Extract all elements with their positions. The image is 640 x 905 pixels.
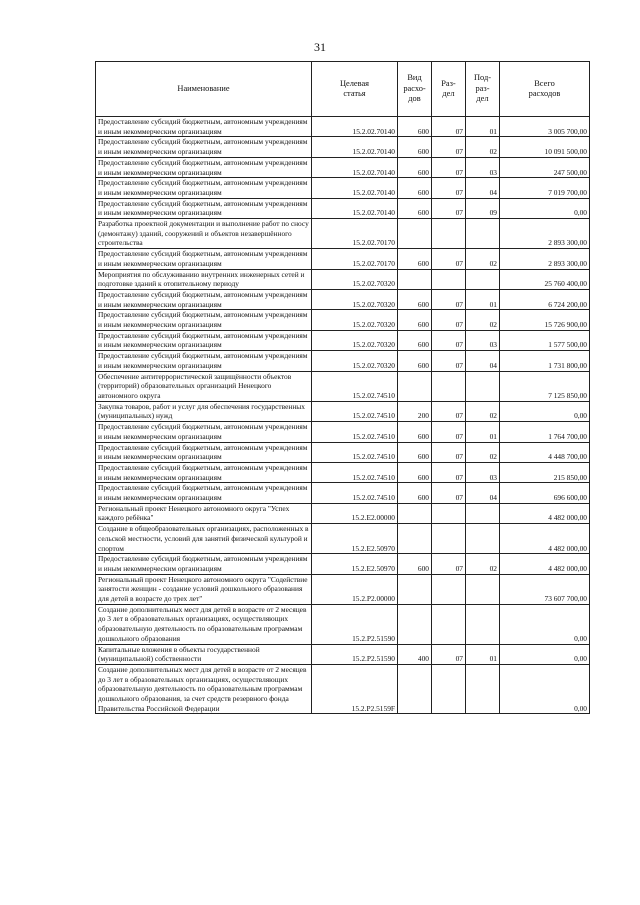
row-section: 07 — [432, 422, 466, 442]
row-total: 4 482 000,00 — [500, 554, 590, 574]
row-name: Предоставление субсидий бюджетным, автономным учреждениям и иным некоммерческим организациям — [96, 117, 312, 137]
row-name: Мероприятия по обслуживанию внутренних инженерных сетей и подготовке зданий к отопительному периоду — [96, 269, 312, 289]
table-row — [96, 462, 590, 482]
row-expense-type: 600 — [398, 198, 432, 218]
row-section: 07 — [432, 462, 466, 482]
row-section: 07 — [432, 289, 466, 309]
row-expense-type — [398, 269, 432, 289]
table-row — [96, 219, 590, 249]
row-expense-type — [398, 503, 432, 523]
row-target-article: 15.2.02.70140 — [312, 137, 398, 157]
row-target-article: 15.2.02.70140 — [312, 198, 398, 218]
row-total: 4 482 000,00 — [500, 524, 590, 554]
table-row — [96, 269, 590, 289]
row-name: Предоставление субсидий бюджетным, автономным учреждениям и иным некоммерческим организациям — [96, 422, 312, 442]
row-subsection: 02 — [466, 401, 500, 421]
table-row — [96, 503, 590, 523]
row-target-article: 15.2.P2.5159F — [312, 664, 398, 714]
row-expense-type: 600 — [398, 462, 432, 482]
row-target-article: 15.2.02.70320 — [312, 289, 398, 309]
table-row — [96, 554, 590, 574]
row-name: Предоставление субсидий бюджетным, автономным учреждениям и иным некоммерческим организациям — [96, 178, 312, 198]
row-target-article: 15.2.E2.50970 — [312, 554, 398, 574]
row-total: 15 726 900,00 — [500, 310, 590, 330]
row-target-article: 15.2.02.70140 — [312, 178, 398, 198]
row-expense-type: 600 — [398, 422, 432, 442]
row-expense-type: 600 — [398, 310, 432, 330]
row-name: Предоставление субсидий бюджетным, автономным учреждениям и иным некоммерческим организациям — [96, 483, 312, 503]
row-total: 2 893 300,00 — [500, 249, 590, 269]
row-expense-type: 600 — [398, 351, 432, 371]
row-target-article: 15.2.02.74510 — [312, 483, 398, 503]
row-subsection: 02 — [466, 310, 500, 330]
row-target-article: 15.2.02.70320 — [312, 351, 398, 371]
row-target-article: 15.2.02.74510 — [312, 442, 398, 462]
row-section — [432, 503, 466, 523]
row-section: 07 — [432, 310, 466, 330]
row-expense-type: 400 — [398, 644, 432, 664]
row-name: Региональный проект Ненецкого автономного округа "Успех каждого ребёнка" — [96, 503, 312, 523]
row-name: Разработка проектной документации и выполнение работ по сносу (демонтажу) зданий, сооружений и объектов незавершённого строительства — [96, 219, 312, 249]
row-subsection: 04 — [466, 351, 500, 371]
row-total: 0,00 — [500, 664, 590, 714]
row-section — [432, 574, 466, 604]
row-expense-type — [398, 371, 432, 401]
row-subsection: 01 — [466, 644, 500, 664]
row-target-article: 15.2.02.70170 — [312, 219, 398, 249]
row-total: 7 125 850,00 — [500, 371, 590, 401]
row-target-article: 15.2.02.70320 — [312, 330, 398, 350]
row-subsection — [466, 371, 500, 401]
header-name: Наименование — [96, 62, 312, 117]
row-subsection — [466, 503, 500, 523]
row-total: 1 577 500,00 — [500, 330, 590, 350]
row-name: Предоставление субсидий бюджетным, автономным учреждениям и иным некоммерческим организациям — [96, 198, 312, 218]
row-section: 07 — [432, 157, 466, 177]
row-subsection: 02 — [466, 554, 500, 574]
row-total: 2 893 300,00 — [500, 219, 590, 249]
row-subsection: 02 — [466, 137, 500, 157]
row-target-article: 15.2.02.70140 — [312, 117, 398, 137]
table-row — [96, 483, 590, 503]
table-row — [96, 289, 590, 309]
row-expense-type: 600 — [398, 137, 432, 157]
row-name: Предоставление субсидий бюджетным, автономным учреждениям и иным некоммерческим организациям — [96, 554, 312, 574]
row-total: 10 091 500,00 — [500, 137, 590, 157]
header-subsection: Под- раз- дел — [466, 62, 500, 117]
row-total: 25 760 400,00 — [500, 269, 590, 289]
row-target-article: 15.2.02.74510 — [312, 462, 398, 482]
header-target-article: Целевая статья — [312, 62, 398, 117]
table-row — [96, 524, 590, 554]
row-target-article: 15.2.P2.00000 — [312, 574, 398, 604]
row-total: 1 764 700,00 — [500, 422, 590, 442]
row-subsection — [466, 269, 500, 289]
table-row — [96, 198, 590, 218]
row-name: Региональный проект Ненецкого автономного округа "Содействие занятости женщин - создание условий дошкольного образования для детей в возрасте до трех лет" — [96, 574, 312, 604]
row-subsection — [466, 524, 500, 554]
row-section — [432, 664, 466, 714]
row-name: Предоставление субсидий бюджетным, автономным учреждениям и иным некоммерческим организациям — [96, 289, 312, 309]
row-name: Предоставление субсидий бюджетным, автономным учреждениям и иным некоммерческим организациям — [96, 462, 312, 482]
row-total: 0,00 — [500, 401, 590, 421]
table-row — [96, 371, 590, 401]
table-row — [96, 422, 590, 442]
row-section: 07 — [432, 178, 466, 198]
table-row — [96, 137, 590, 157]
table-row — [96, 249, 590, 269]
row-total: 0,00 — [500, 604, 590, 644]
row-section: 07 — [432, 401, 466, 421]
row-expense-type — [398, 219, 432, 249]
page-number: 31 — [314, 40, 326, 54]
row-section: 07 — [432, 644, 466, 664]
row-total: 73 607 700,00 — [500, 574, 590, 604]
row-subsection: 01 — [466, 422, 500, 442]
row-total: 696 600,00 — [500, 483, 590, 503]
row-section: 07 — [432, 483, 466, 503]
row-name: Создание дополнительных мест для детей в возрасте от 2 месяцев до 3 лет в образовательных организациях, осуществляющих образовательную деятельность по образовательным программам дошкольного образования — [96, 604, 312, 644]
row-expense-type — [398, 524, 432, 554]
row-target-article: 15.2.02.74510 — [312, 401, 398, 421]
row-expense-type: 600 — [398, 330, 432, 350]
row-expense-type: 600 — [398, 178, 432, 198]
row-expense-type — [398, 574, 432, 604]
row-subsection: 02 — [466, 442, 500, 462]
row-name: Предоставление субсидий бюджетным, автономным учреждениям и иным некоммерческим организациям — [96, 137, 312, 157]
row-total: 3 005 700,00 — [500, 117, 590, 137]
table-row — [96, 117, 590, 137]
row-target-article: 15.2.P2.51590 — [312, 644, 398, 664]
row-name: Закупка товаров, работ и услуг для обеспечения государственных (муниципальных) нужд — [96, 401, 312, 421]
row-name: Предоставление субсидий бюджетным, автономным учреждениям и иным некоммерческим организациям — [96, 249, 312, 269]
row-section — [432, 219, 466, 249]
row-subsection: 04 — [466, 483, 500, 503]
row-subsection — [466, 604, 500, 644]
row-expense-type: 600 — [398, 117, 432, 137]
row-name: Капитальные вложения в объекты государственной (муниципальной) собственности — [96, 644, 312, 664]
row-target-article: 15.2.02.70170 — [312, 249, 398, 269]
header-total: Всего расходов — [500, 62, 590, 117]
row-subsection — [466, 219, 500, 249]
table-row — [96, 178, 590, 198]
row-name: Создание дополнительных мест для детей в возрасте от 2 месяцев до 3 лет в образовательных организациях, осуществляющих образовательную деятельность по образовательным программам дошкольного образования, за счет средств резервного фонда Правительства Российской Федерации — [96, 664, 312, 714]
row-subsection: 09 — [466, 198, 500, 218]
row-subsection — [466, 574, 500, 604]
row-subsection: 03 — [466, 330, 500, 350]
table-header-row — [96, 62, 590, 117]
row-expense-type: 600 — [398, 483, 432, 503]
row-total: 215 850,00 — [500, 462, 590, 482]
row-total: 0,00 — [500, 198, 590, 218]
row-section: 07 — [432, 137, 466, 157]
row-subsection: 03 — [466, 157, 500, 177]
header-section: Раз- дел — [432, 62, 466, 117]
row-expense-type: 600 — [398, 157, 432, 177]
row-subsection: 01 — [466, 117, 500, 137]
row-section — [432, 371, 466, 401]
row-section: 07 — [432, 249, 466, 269]
row-section — [432, 604, 466, 644]
budget-table — [95, 61, 590, 714]
row-expense-type: 600 — [398, 249, 432, 269]
table-row — [96, 574, 590, 604]
row-target-article: 15.2.E2.50970 — [312, 524, 398, 554]
row-name: Предоставление субсидий бюджетным, автономным учреждениям и иным некоммерческим организациям — [96, 442, 312, 462]
row-expense-type: 600 — [398, 289, 432, 309]
row-expense-type: 600 — [398, 442, 432, 462]
row-subsection: 04 — [466, 178, 500, 198]
row-section — [432, 269, 466, 289]
table-body — [96, 117, 590, 714]
row-target-article: 15.2.P2.51590 — [312, 604, 398, 644]
row-name: Предоставление субсидий бюджетным, автономным учреждениям и иным некоммерческим организациям — [96, 157, 312, 177]
table-row — [96, 157, 590, 177]
row-total: 1 731 800,00 — [500, 351, 590, 371]
row-section: 07 — [432, 117, 466, 137]
row-name: Предоставление субсидий бюджетным, автономным учреждениям и иным некоммерческим организациям — [96, 330, 312, 350]
row-section — [432, 524, 466, 554]
row-subsection: 01 — [466, 289, 500, 309]
row-expense-type — [398, 664, 432, 714]
row-section: 07 — [432, 351, 466, 371]
row-expense-type — [398, 604, 432, 644]
row-section: 07 — [432, 330, 466, 350]
row-total: 6 724 200,00 — [500, 289, 590, 309]
table-row — [96, 330, 590, 350]
row-name: Предоставление субсидий бюджетным, автономным учреждениям и иным некоммерческим организациям — [96, 351, 312, 371]
row-total: 4 448 700,00 — [500, 442, 590, 462]
row-target-article: 15.2.E2.00000 — [312, 503, 398, 523]
table-row — [96, 401, 590, 421]
row-name: Предоставление субсидий бюджетным, автономным учреждениям и иным некоммерческим организациям — [96, 310, 312, 330]
row-expense-type: 200 — [398, 401, 432, 421]
table-row — [96, 644, 590, 664]
table-row — [96, 310, 590, 330]
row-total: 247 500,00 — [500, 157, 590, 177]
table-row — [96, 442, 590, 462]
row-section: 07 — [432, 442, 466, 462]
row-target-article: 15.2.02.74510 — [312, 371, 398, 401]
header-expense-type: Вид расхо- дов — [398, 62, 432, 117]
row-section: 07 — [432, 198, 466, 218]
row-subsection — [466, 664, 500, 714]
row-target-article: 15.2.02.74510 — [312, 422, 398, 442]
row-total: 7 019 700,00 — [500, 178, 590, 198]
row-total: 0,00 — [500, 644, 590, 664]
row-target-article: 15.2.02.70320 — [312, 269, 398, 289]
row-total: 4 482 000,00 — [500, 503, 590, 523]
row-section: 07 — [432, 554, 466, 574]
table-row — [96, 664, 590, 714]
row-subsection: 03 — [466, 462, 500, 482]
row-name: Обеспечение антитеррористической защищённости объектов (территорий) образовательных организаций Ненецкого автономного округа — [96, 371, 312, 401]
table-row — [96, 351, 590, 371]
row-subsection: 02 — [466, 249, 500, 269]
row-name: Создание в общеобразовательных организациях, расположенных в сельской местности, условий для занятий физической культурой и спортом — [96, 524, 312, 554]
row-target-article: 15.2.02.70140 — [312, 157, 398, 177]
row-target-article: 15.2.02.70320 — [312, 310, 398, 330]
table-row — [96, 604, 590, 644]
row-expense-type: 600 — [398, 554, 432, 574]
